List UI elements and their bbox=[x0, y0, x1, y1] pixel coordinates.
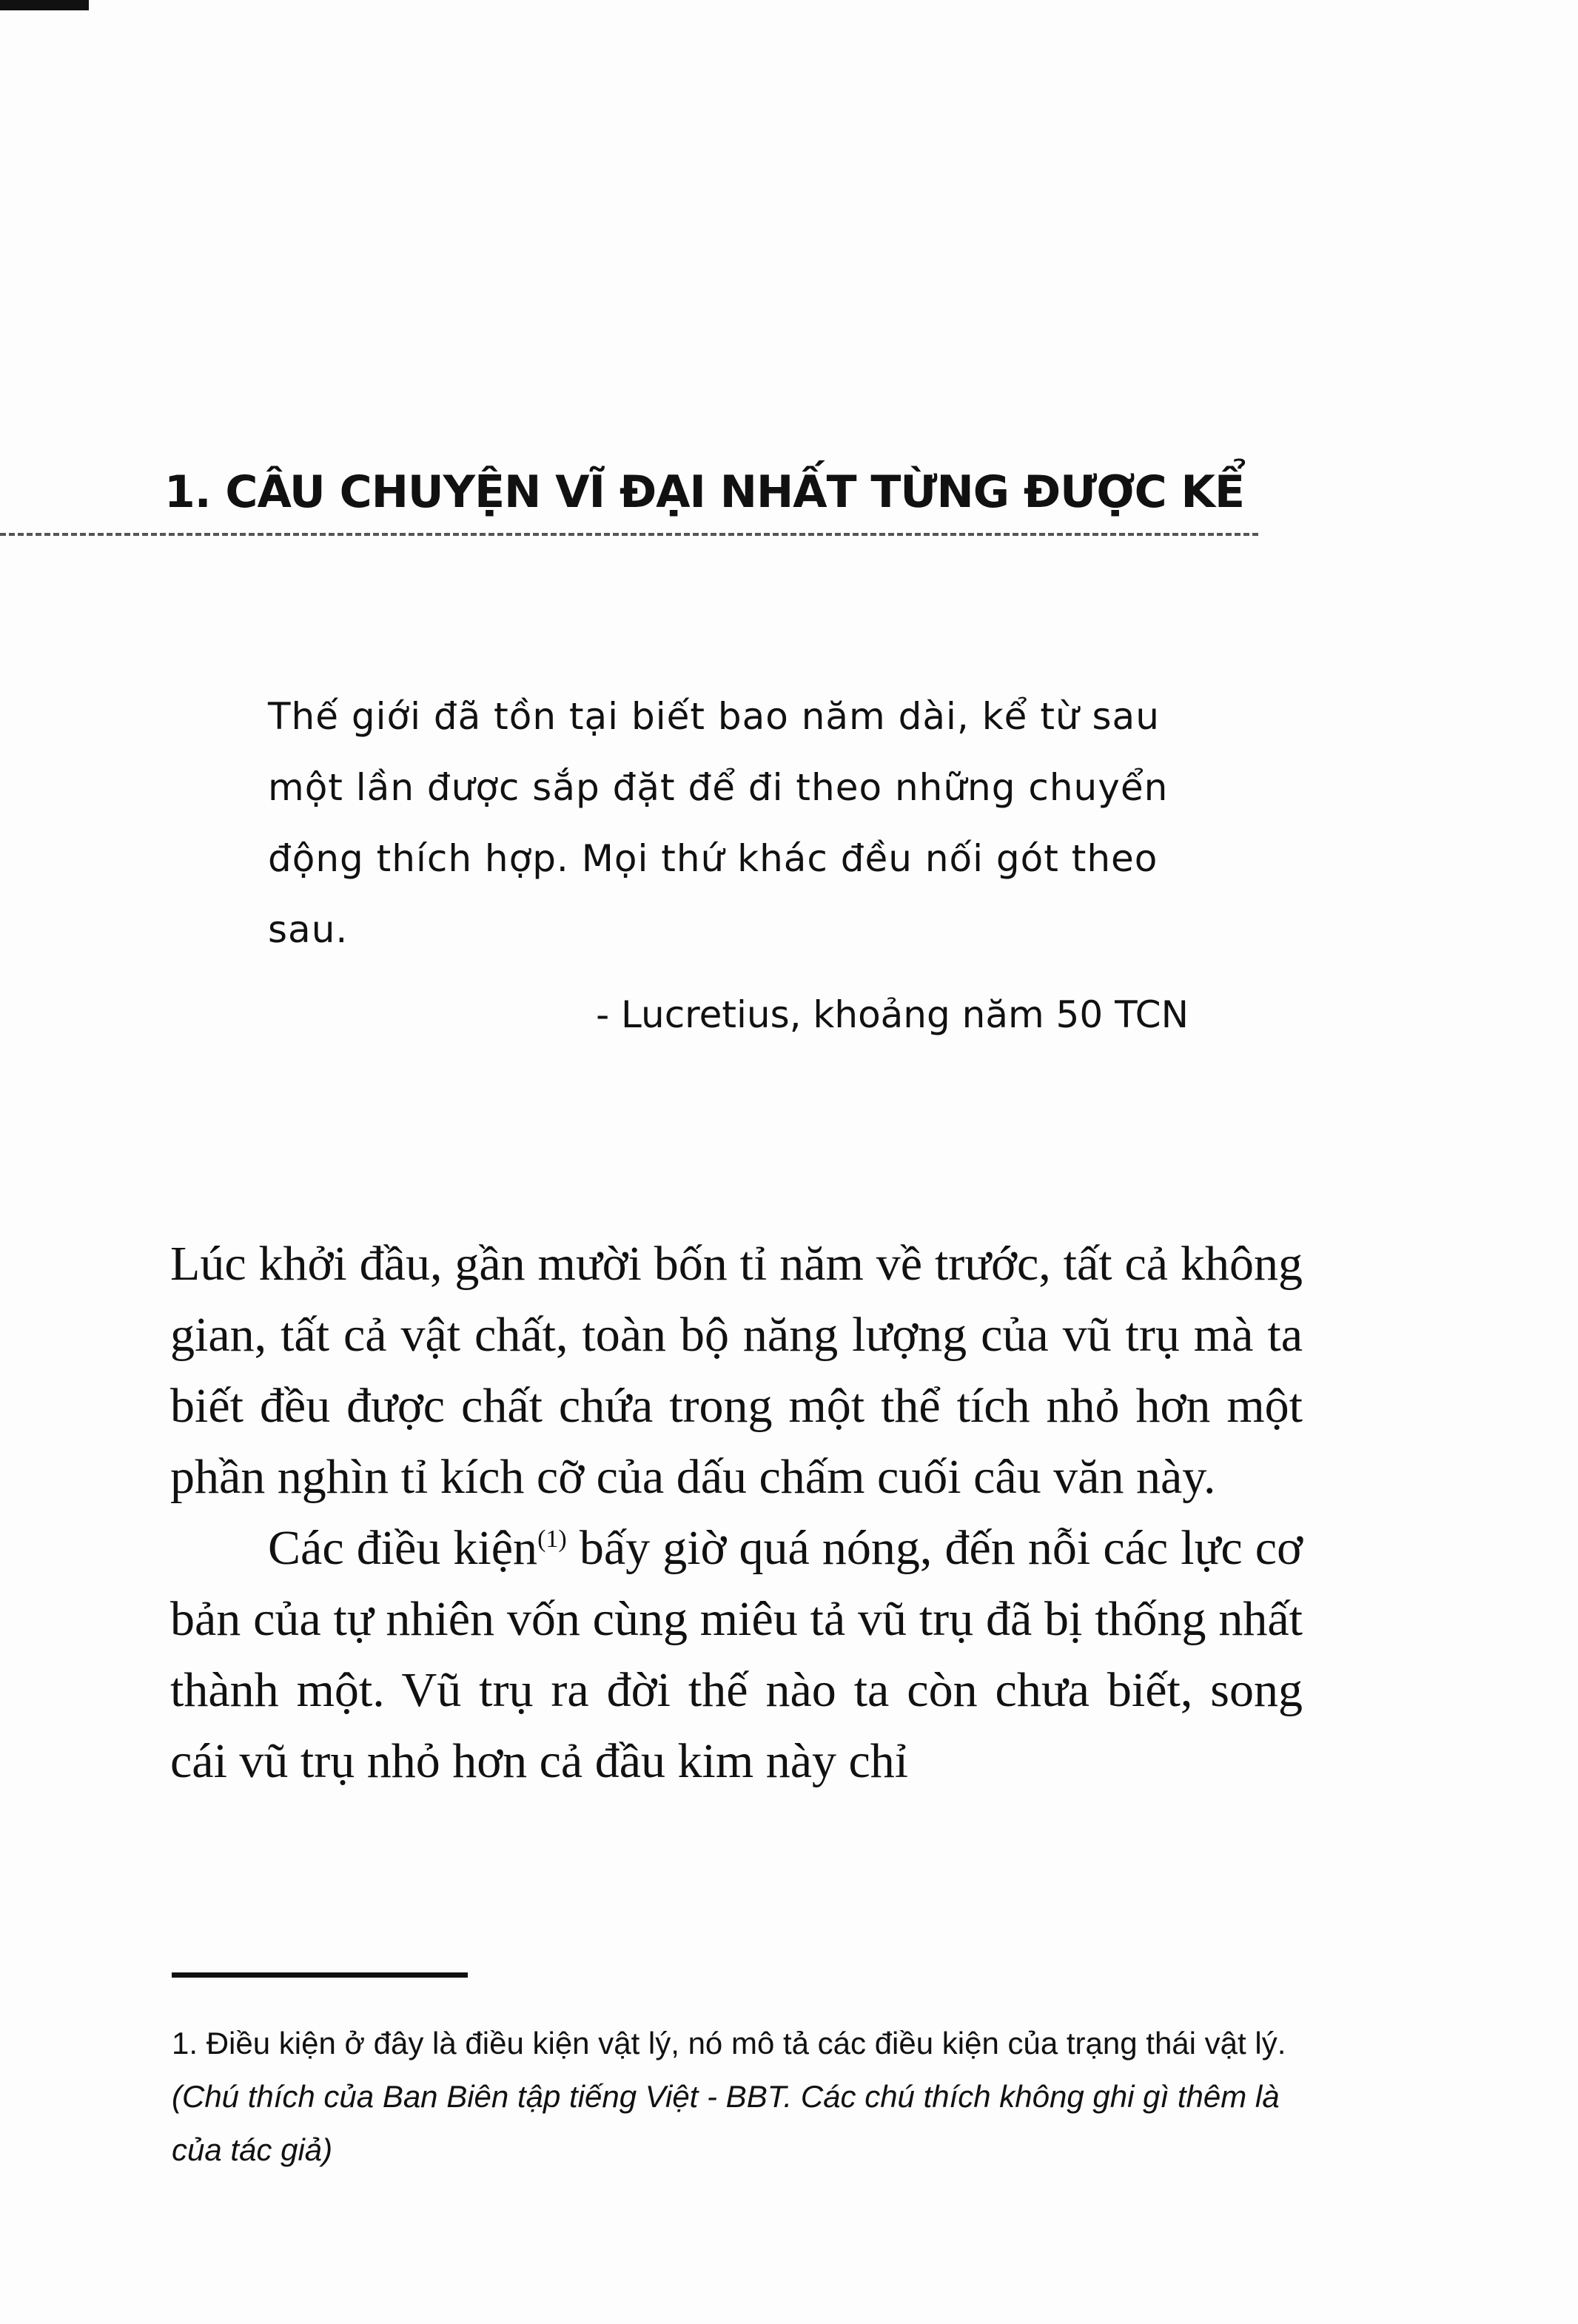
title-dotted-divider bbox=[0, 533, 1258, 536]
footnote-text: Điều kiện ở đây là điều kiện vật lý, nó mô tả các điều kiện của trạng thái vật lý. bbox=[198, 2026, 1286, 2061]
body-paragraph-1: Lúc khởi đầu, gần mười bốn tỉ năm về trước, tất cả không gian, tất cả vật chất, toàn bộ năng lượng của vũ trụ mà ta biết đều được chất chứa trong một thể tích nhỏ hơn một phần nghìn tỉ kích cỡ của dấu chấm cuối câu văn này. bbox=[170, 1237, 1303, 1504]
body-text bbox=[170, 1229, 1303, 1797]
footnote bbox=[172, 2017, 1304, 2177]
footnote-reference: (1) bbox=[537, 1525, 567, 1553]
paragraph-2-start: Các điều kiện bbox=[268, 1521, 538, 1575]
epigraph-attribution: - Lucretius, khoảng năm 50 TCN bbox=[596, 993, 1189, 1036]
scan-edge-mark bbox=[0, 0, 89, 10]
footnote-separator bbox=[172, 1972, 468, 1978]
footnote-number: 1. bbox=[172, 2026, 198, 2061]
epigraph-quote: Thế giới đã tồn tại biết bao năm dài, kể từ sau một lần được sắp đặt để đi theo những chuyển động thích hợp. Mọi thứ khác đều nối gót theo sau. bbox=[268, 695, 1169, 951]
footnote-editor-note: (Chú thích của Ban Biên tập tiếng Việt - BBT. Các chú thích không ghi gì thêm là của tác giả) bbox=[172, 2079, 1280, 2167]
body-paragraph-2 bbox=[170, 1513, 1303, 1797]
paragraph-2-rest: bấy giờ quá nóng, đến nỗi các lực cơ bản của tự nhiên vốn cùng miêu tả vũ trụ đã bị thống nhất thành một. Vũ trụ ra đời thế nào ta còn chưa biết, song cái vũ trụ nhỏ hơn cả đầu kim này chỉ bbox=[170, 1521, 1303, 1788]
chapter-title: 1. CÂU CHUYỆN VĨ ĐẠI NHẤT TỪNG ĐƯỢC KỂ bbox=[164, 466, 1245, 518]
